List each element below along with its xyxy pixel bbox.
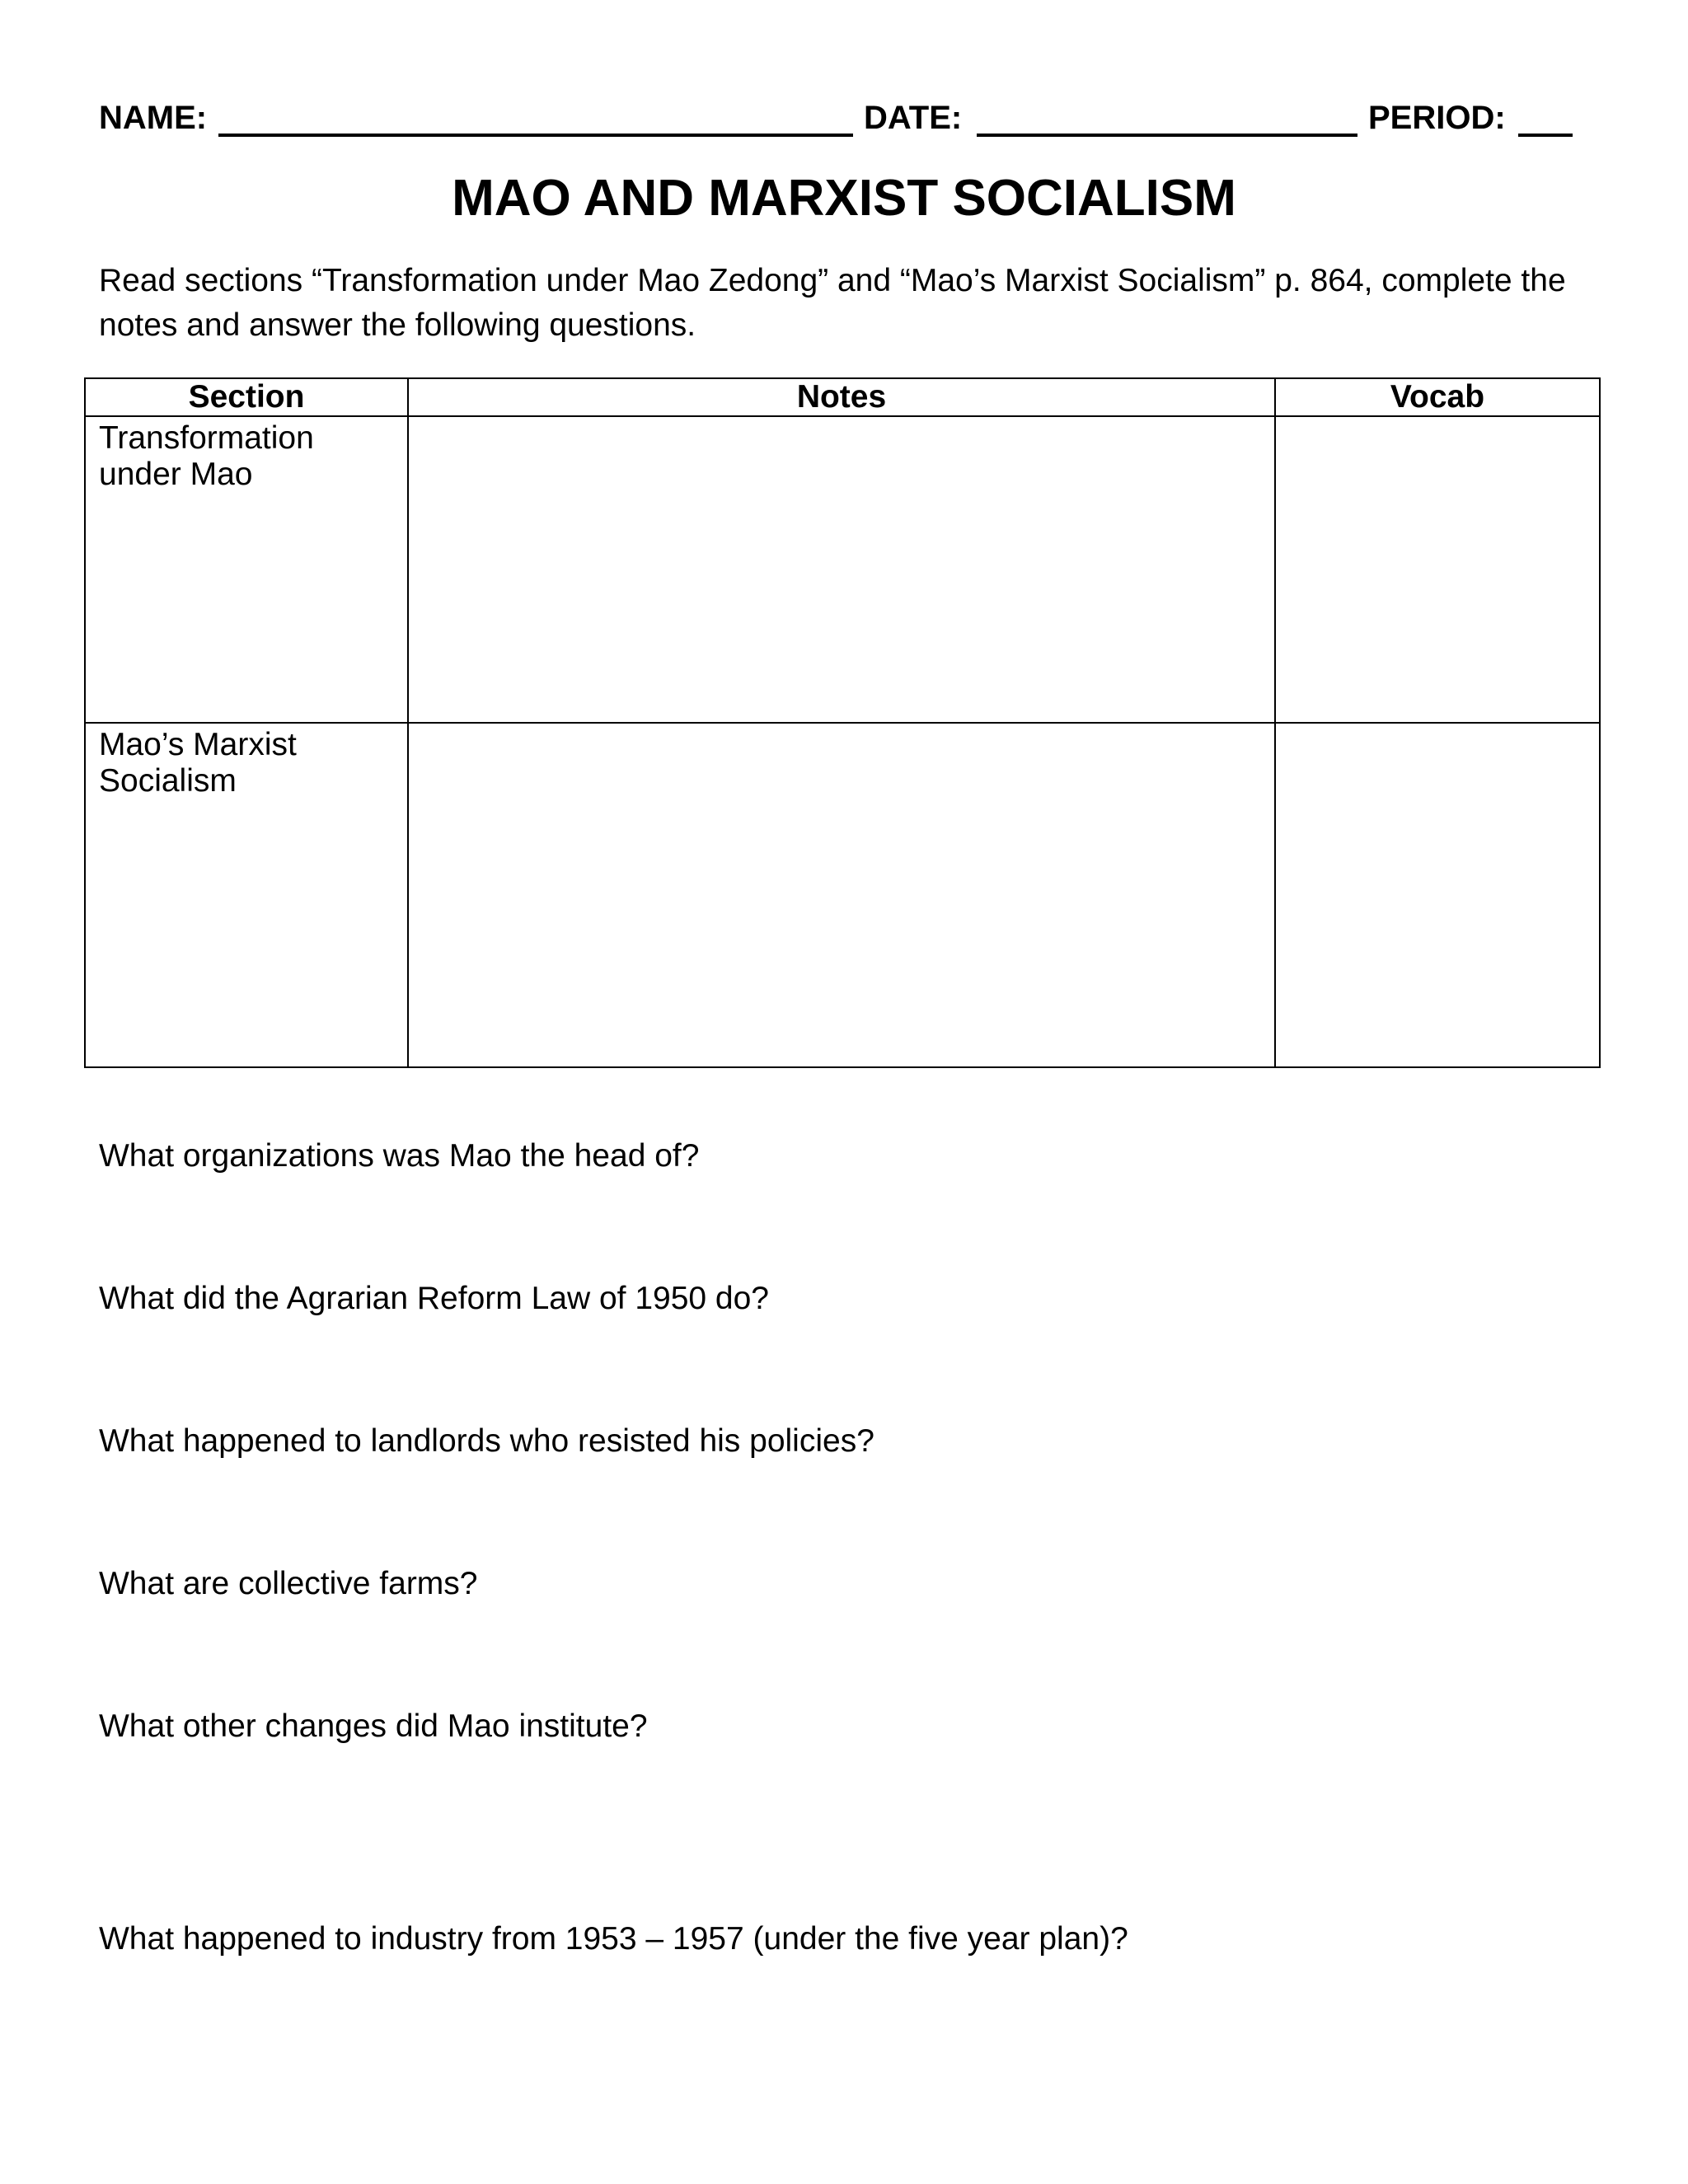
section-cell: Transformation under Mao <box>85 416 408 723</box>
notes-table <box>84 377 1601 1068</box>
period-label: PERIOD: <box>1368 100 1506 136</box>
table-row <box>85 416 1600 723</box>
question-1: What organizations was Mao the head of? <box>99 1138 700 1174</box>
name-label: NAME: <box>99 100 208 136</box>
vocab-cell[interactable] <box>1275 723 1600 1067</box>
table-header-row <box>85 378 1600 416</box>
question-6: What happened to industry from 1953 – 1957 (under the five year plan)? <box>99 1921 1128 1957</box>
question-3: What happened to landlords who resisted his policies? <box>99 1423 874 1459</box>
notes-cell[interactable] <box>408 723 1275 1067</box>
date-label: DATE: <box>864 100 963 136</box>
student-info-line <box>99 97 1574 147</box>
notes-cell[interactable] <box>408 416 1275 723</box>
column-header-vocab: Vocab <box>1275 378 1600 416</box>
table-row <box>85 723 1600 1067</box>
question-5: What other changes did Mao institute? <box>99 1708 648 1744</box>
column-header-section: Section <box>85 378 408 416</box>
date-blank[interactable] <box>977 134 1357 137</box>
column-header-notes: Notes <box>408 378 1275 416</box>
instructions-text: Read sections “Transformation under Mao Zedong” and “Mao’s Marxist Socialism” p. 864, complete the notes and answer the following questions. <box>99 263 1566 343</box>
question-4: What are collective farms? <box>99 1566 478 1601</box>
worksheet-title: MAO AND MARXIST SOCIALISM <box>452 170 1236 227</box>
vocab-cell[interactable] <box>1275 416 1600 723</box>
period-blank[interactable] <box>1518 134 1573 137</box>
section-cell: Mao’s Marxist Socialism <box>85 723 408 1067</box>
name-blank[interactable] <box>218 134 853 137</box>
question-2: What did the Agrarian Reform Law of 1950 do? <box>99 1281 769 1316</box>
